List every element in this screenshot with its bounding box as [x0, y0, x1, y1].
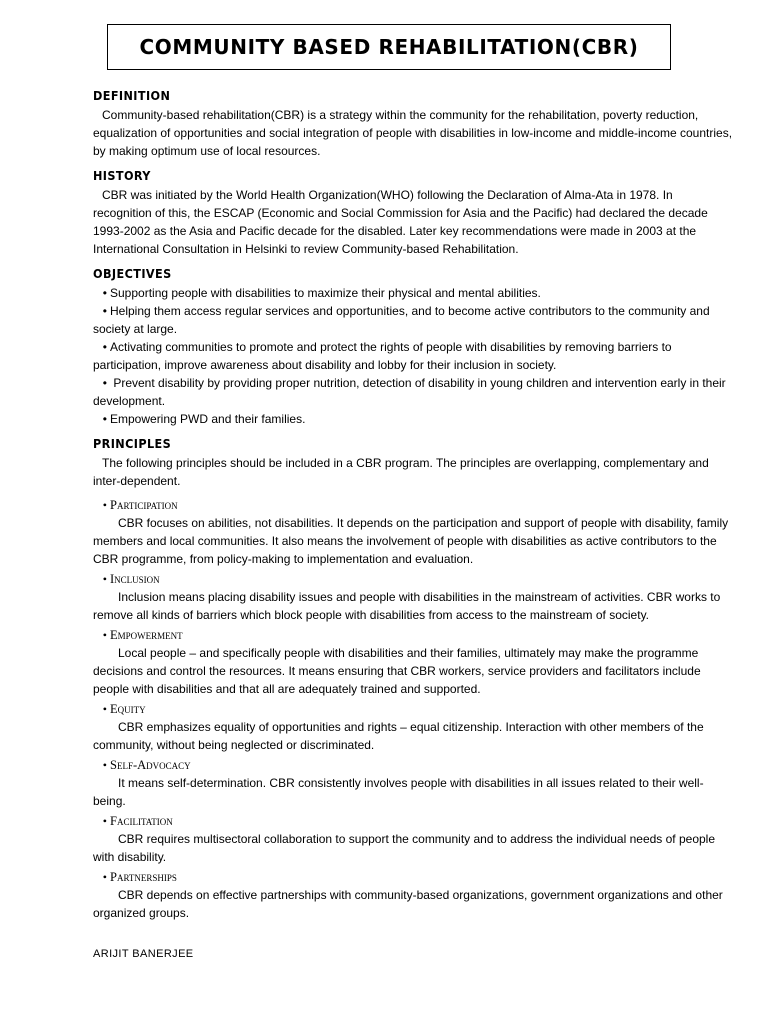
bullet-icon: •	[102, 758, 107, 772]
bullet-icon: •	[102, 870, 107, 884]
history-text: CBR was initiated by the World Health Organization(WHO) following the Declaration of Alma-Ata in 1978. In recognition of this, the ESCAP (Economic and Social Commission for Asia and the Pacific) had declared the decade 1993-2002 as the Asia and Pacific decade for the disabled. Later key recommendations were made in 2003 at the International Consultation in Helsinki to review Community-based Rehabilitation.	[93, 188, 708, 256]
principles-heading: PRINCIPLES	[93, 436, 172, 451]
principle-item	[93, 756, 733, 810]
principle-item	[93, 570, 733, 624]
principle-item	[93, 700, 733, 754]
principle-item	[93, 868, 733, 922]
objective-text: Supporting people with disabilities to maximize their physical and mental abilities.	[110, 286, 541, 300]
bullet-icon: •	[102, 498, 107, 512]
definition-heading: DEFINITION	[93, 88, 171, 103]
objective-item	[93, 284, 733, 302]
objective-item	[93, 338, 733, 374]
principle-text: Inclusion means placing disability issues and people with disabilities in the mainstream of activities. CBR works to remove all kinds of barriers which block people with disabilities from access to the mainstream of society.	[93, 590, 721, 622]
bullet-icon: •	[102, 286, 107, 300]
bullet-icon: •	[102, 376, 107, 390]
bullet-icon: •	[102, 628, 107, 642]
bullet-icon: •	[102, 412, 107, 426]
principle-text: CBR focuses on abilities, not disabilities. It depends on the participation and support of people with disability, family members and local communities. It also means the involvement of people with disabilities as active contributors to the CBR programme, from policy-making to implementation and evaluation.	[93, 516, 729, 566]
objective-text: Prevent disability by providing proper nutrition, detection of disability in young children and intervention early in their development.	[93, 376, 726, 408]
objective-text: Helping them access regular services and opportunities, and to become active contributors to the community and society at large.	[93, 304, 710, 336]
objectives-list	[93, 284, 733, 428]
objective-item	[93, 410, 733, 428]
principle-name: Inclusion	[110, 572, 160, 586]
principle-text: It means self-determination. CBR consistently involves people with disabilities in all issues related to their well-being.	[93, 776, 704, 808]
page-title: COMMUNITY BASED REHABILITATION(CBR)	[139, 35, 639, 59]
principle-item	[93, 496, 733, 568]
principle-name: Participation	[110, 498, 178, 512]
principle-name: Empowerment	[110, 628, 183, 642]
bullet-icon: •	[102, 572, 107, 586]
title-box	[107, 24, 671, 70]
objective-text: Empowering PWD and their families.	[110, 412, 306, 426]
principle-name: Equity	[110, 702, 146, 716]
principle-text: CBR depends on effective partnerships with community-based organizations, government organizations and other organized groups.	[93, 888, 723, 920]
objective-text: Activating communities to promote and protect the rights of people with disabilities by removing barriers to participation, improve awareness about disability and lobby for their inclusion in society.	[93, 340, 672, 372]
objective-item	[93, 374, 733, 410]
principle-item	[93, 626, 733, 698]
principle-name: Self-Advocacy	[110, 758, 191, 772]
definition-text: Community-based rehabilitation(CBR) is a strategy within the community for the rehabilitation, poverty reduction, equalization of opportunities and social integration of people with disabilities in low-income and middle-income countries, by making optimum use of local resources.	[93, 108, 733, 158]
principle-text: CBR requires multisectoral collaboration to support the community and to address the individual needs of people with disability.	[93, 832, 715, 864]
bullet-icon: •	[102, 340, 107, 354]
bullet-icon: •	[102, 702, 107, 716]
objective-item	[93, 302, 733, 338]
principle-text: CBR emphasizes equality of opportunities and rights – equal citizenship. Interaction with other members of the community, without being neglected or discriminated.	[93, 720, 704, 752]
principle-name: Facilitation	[110, 814, 173, 828]
objectives-heading: OBJECTIVES	[93, 266, 172, 281]
history-heading: HISTORY	[93, 168, 151, 183]
document-content	[93, 86, 733, 924]
principle-name: Partnerships	[110, 870, 177, 884]
bullet-icon: •	[102, 814, 107, 828]
author-name: ARIJIT BANERJEE	[93, 948, 194, 960]
principles-intro: The following principles should be included in a CBR program. The principles are overlapping, complementary and inter-dependent.	[93, 456, 709, 488]
bullet-icon: •	[102, 304, 107, 318]
principle-text: Local people – and specifically people with disabilities and their families, ultimately may make the programme decisions and control the resources. It means ensuring that CBR workers, service providers and facilitators include people with disabilities and that all are adequately trained and supported.	[93, 646, 701, 696]
principle-item	[93, 812, 733, 866]
